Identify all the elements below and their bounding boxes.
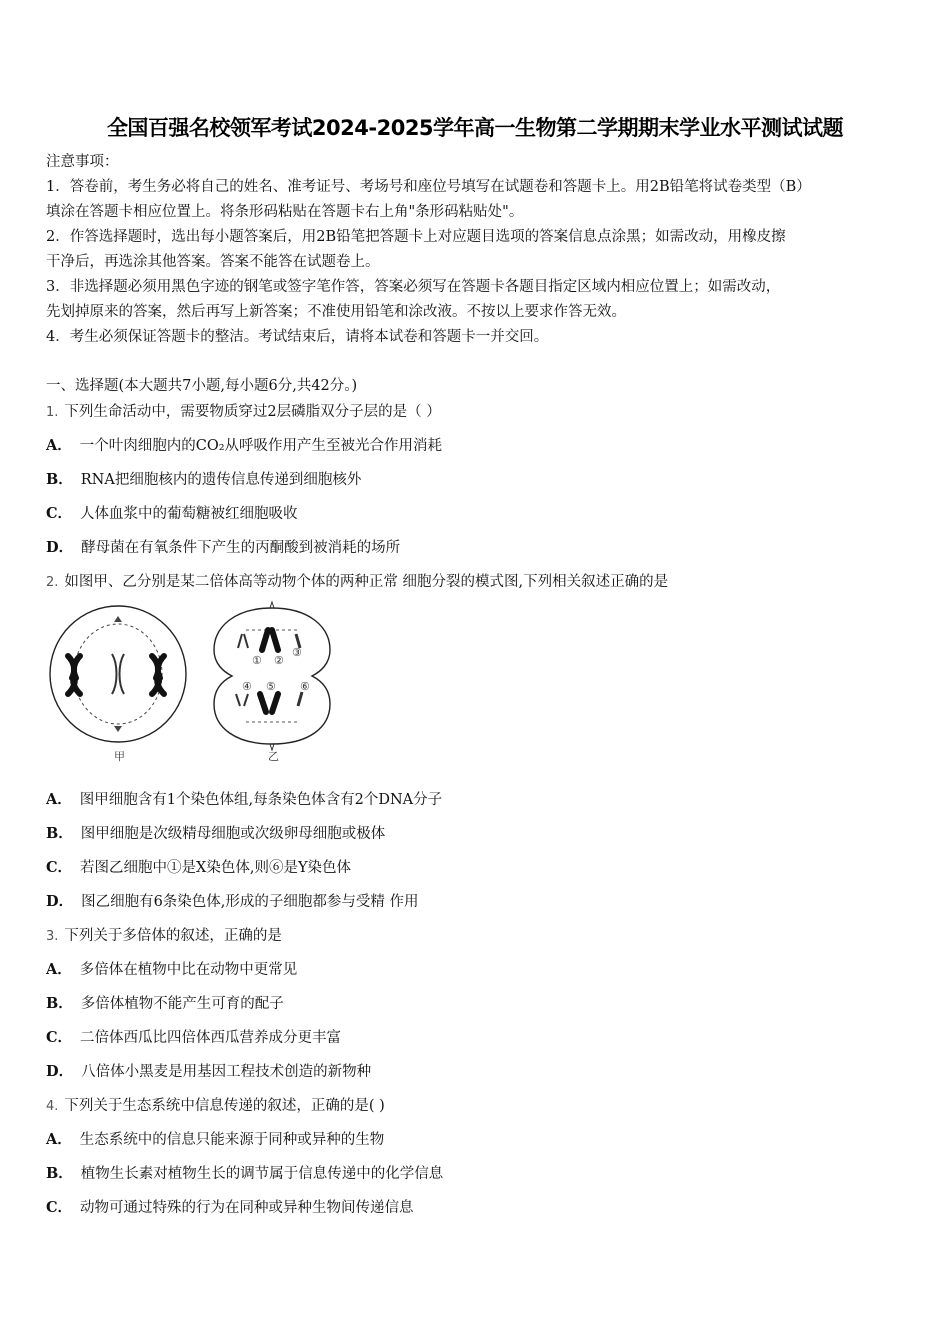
question-4 (46, 1094, 385, 1115)
option-1c (46, 502, 298, 523)
option-letter: B． (46, 825, 73, 842)
notes-line: 先划掉原来的答案，然后再写上新答案；不准使用铅笔和涂改液。不按以上要求作答无效。 (46, 304, 626, 320)
option-3b (46, 992, 284, 1013)
cell-diagram-svg (46, 598, 346, 768)
option-1b (46, 468, 361, 489)
option-text: 多倍体植物不能产生可育的配子 (80, 996, 284, 1012)
option-letter: A． (46, 437, 72, 454)
option-letter: B． (46, 995, 73, 1012)
option-text: 图甲细胞含有1个染色体组,每条染色体含有2个DNA分子 (79, 792, 443, 808)
option-1d (46, 536, 400, 557)
notes-line: 干净后，再选涂其他答案。答案不能答在试题卷上。 (46, 254, 380, 270)
question-number: 2. (46, 575, 59, 590)
notes-line: 填涂在答题卡相应位置上。将条形码粘贴在答题卡右上角"条形码粘贴处"。 (46, 204, 524, 220)
option-letter: C． (46, 1199, 73, 1216)
notes-line: 1．答卷前，考生务必将自己的姓名、准考证号、考场号和座位号填写在试题卷和答题卡上。用2B铅笔将试卷类型（B） (46, 179, 811, 195)
question-stem: 如图甲、乙分别是某二倍体高等动物个体的两种正常 细胞分裂的模式图,下列相关叙述正确的是 (64, 574, 669, 590)
page-title: 全国百强名校领军考试2024-2025学年高一生物第二学期期末学业水平测试试题 (106, 116, 844, 140)
figure-label-jia: 甲 (114, 750, 125, 763)
option-3d (46, 1060, 371, 1081)
option-text: 动物可通过特殊的行为在同种或异种生物间传递信息 (80, 1200, 414, 1216)
question-number: 1. (46, 405, 59, 420)
option-2a (46, 788, 442, 809)
option-letter: A． (46, 961, 72, 978)
option-text: 生态系统中的信息只能来源于同种或异种的生物 (79, 1132, 385, 1148)
option-3a (46, 958, 297, 979)
notes-block (46, 150, 916, 350)
cell-yi (214, 602, 330, 750)
marker-4: ④ (242, 680, 252, 693)
marker-3: ③ (292, 646, 302, 659)
option-text: 八倍体小黑麦是用基因工程技术创造的新物种 (81, 1064, 372, 1080)
option-letter: D． (46, 1063, 74, 1080)
option-letter: C． (46, 505, 73, 522)
marker-5: ⑤ (266, 680, 276, 693)
notes-line: 2．作答选择题时，选出每小题答案后，用2B铅笔把答题卡上对应题目选项的答案信息点涂黑；如需改动，用橡皮擦 (46, 229, 786, 245)
option-text: 二倍体西瓜比四倍体西瓜营养成分更丰富 (80, 1030, 342, 1046)
option-letter: A． (46, 791, 72, 808)
option-letter: B． (46, 471, 73, 488)
option-4b (46, 1162, 443, 1183)
option-2b (46, 822, 385, 843)
option-text: 多倍体在植物中比在动物中更常见 (79, 962, 298, 978)
option-text: 若图乙细胞中①是X染色体,则⑥是Y染色体 (80, 860, 352, 876)
option-4a (46, 1128, 384, 1149)
option-text: 人体血浆中的葡萄糖被红细胞吸收 (80, 506, 298, 522)
section-heading: 一、选择题(本大题共7小题,每小题6分,共42分。) (46, 378, 358, 394)
option-4c (46, 1196, 414, 1217)
option-letter: D． (46, 539, 74, 556)
marker-6: ⑥ (300, 680, 310, 693)
option-letter: D． (46, 893, 74, 910)
question-number: 3. (46, 929, 59, 944)
cell-jia (50, 606, 186, 742)
option-letter: C． (46, 1029, 73, 1046)
marker-1: ① (252, 654, 262, 667)
notes-heading: 注意事项： (46, 154, 119, 170)
option-text: 图乙细胞有6条染色体,形成的子细胞都参与受精 作用 (81, 894, 419, 910)
cell-division-figure (46, 598, 346, 768)
option-2c (46, 856, 351, 877)
question-stem: 下列关于生态系统中信息传递的叙述，正确的是( ) (64, 1098, 385, 1114)
notes-line: 4．考生必须保证答题卡的整洁。考试结束后，请将本试卷和答题卡一并交回。 (46, 329, 549, 345)
option-3c (46, 1026, 341, 1047)
option-text: 植物生长素对植物生长的调节属于信息传递中的化学信息 (80, 1166, 444, 1182)
question-2 (46, 570, 668, 591)
question-3 (46, 924, 282, 945)
question-stem: 下列关于多倍体的叙述，正确的是 (64, 928, 282, 944)
question-stem: 下列生命活动中，需要物质穿过2层磷脂双分子层的是（ ） (64, 404, 441, 420)
option-text: 一个叶肉细胞内的CO₂从呼吸作用产生至被光合作用消耗 (79, 438, 443, 454)
option-text: 酵母菌在有氧条件下产生的丙酮酸到被消耗的场所 (81, 540, 401, 556)
option-text: 图甲细胞是次级精母细胞或次级卵母细胞或极体 (80, 826, 386, 842)
marker-2: ② (274, 654, 284, 667)
option-2d (46, 890, 419, 911)
option-text: RNA把细胞核内的遗传信息传递到细胞核外 (80, 472, 362, 488)
question-1 (46, 400, 441, 421)
option-letter: C． (46, 859, 73, 876)
option-letter: A． (46, 1131, 72, 1148)
figure-label-yi: 乙 (268, 750, 279, 763)
question-number: 4. (46, 1099, 59, 1114)
option-letter: B． (46, 1165, 73, 1182)
notes-line: 3．非选择题必须用黑色字迹的钢笔或签字笔作答，答案必须写在答题卡各题目指定区域内相应位置上；如需改动， (46, 279, 781, 295)
option-1a (46, 434, 442, 455)
